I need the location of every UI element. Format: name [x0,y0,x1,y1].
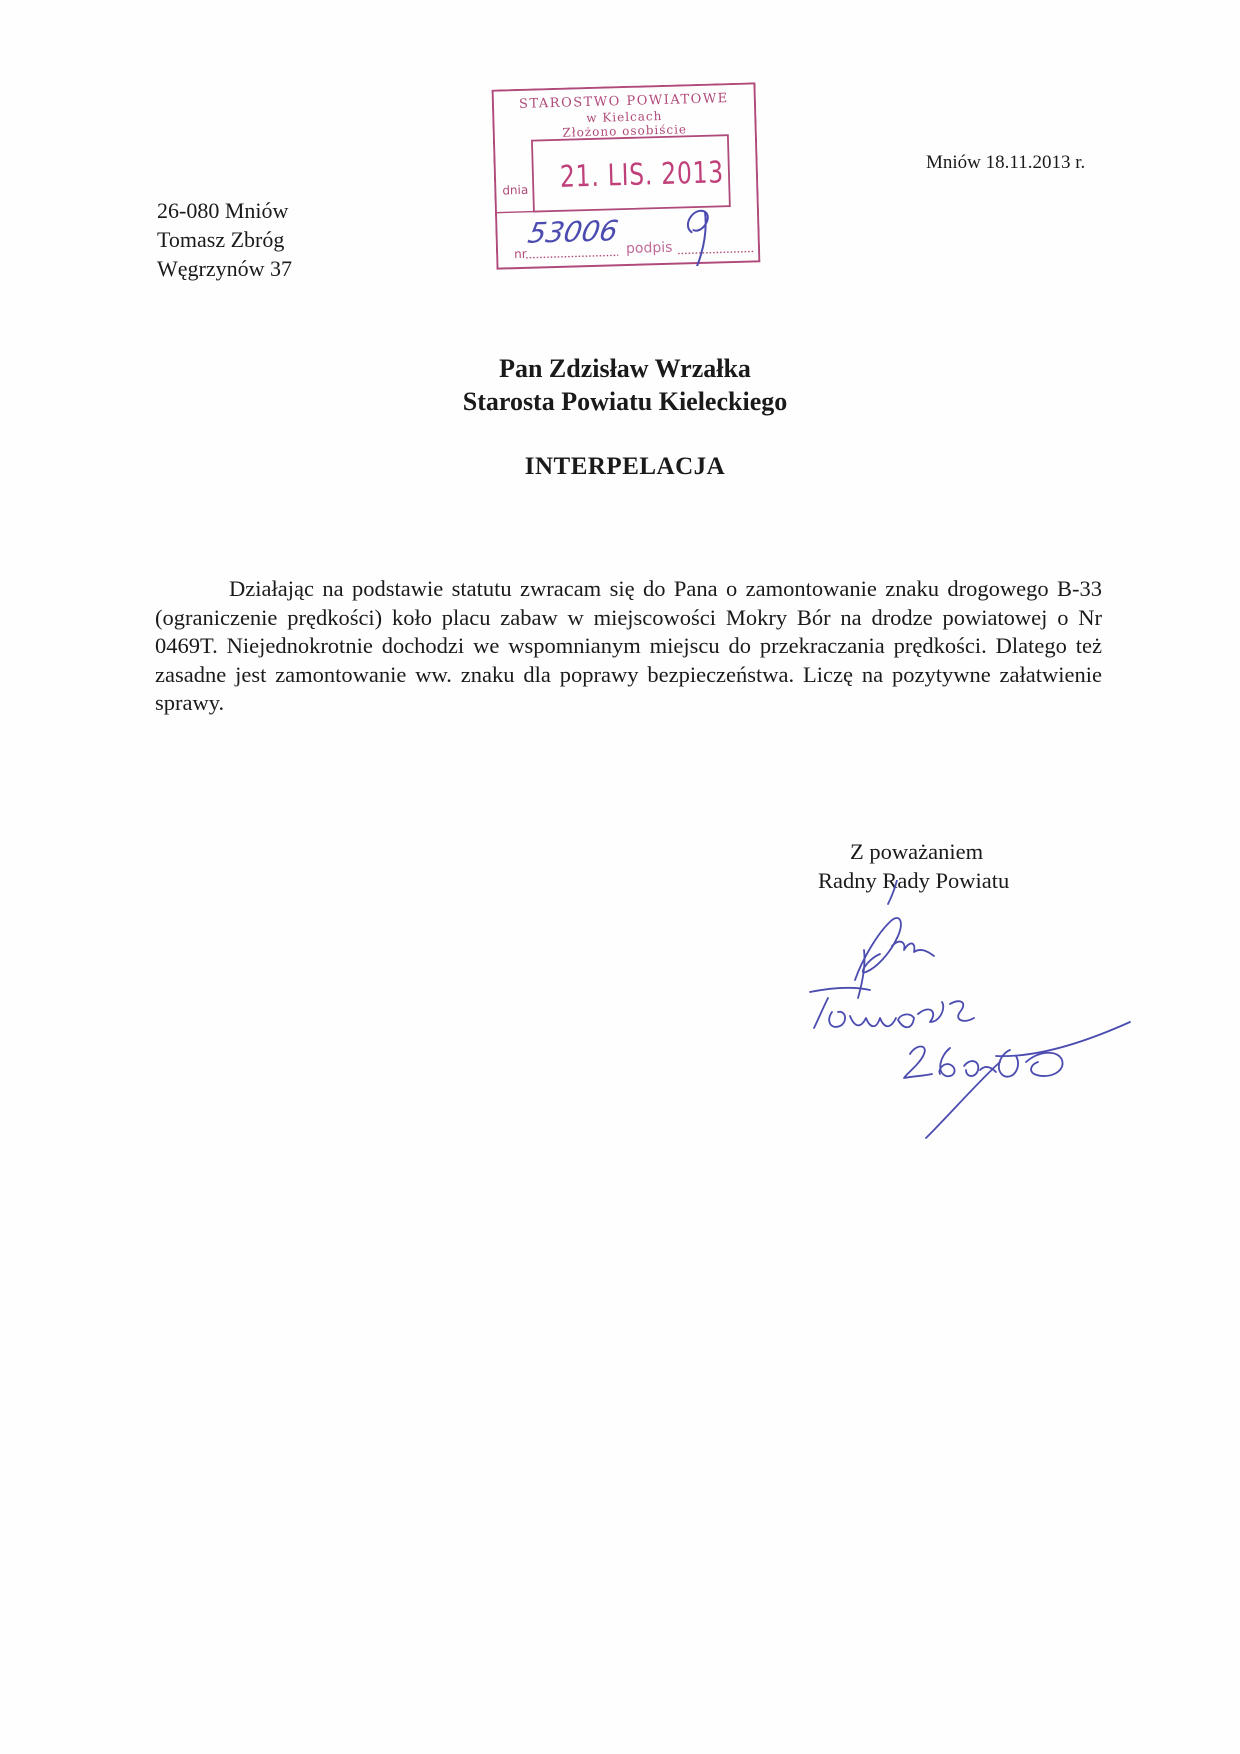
stamp-number-label: nr [513,246,527,262]
sender-address [157,196,292,283]
document-date: Mniów 18.11.2013 r. [926,152,1086,173]
stamp-delivery-note: Złożono osobiście [562,122,688,140]
addressee-block [0,352,1240,418]
letter-body: Działając na podstawie statutu zwracam się do Pana o zamontowanie znaku drogowego B-33 (ograniczenie prędkości) koło placu zabaw w miejscowości Mokry Bór na drodze powiatowej o Nr 0469T. Niejednokrotnie dochodzi we wspomnianym miejscu do przekraczania prędkości. Dlatego też zasadne jest zamontowanie ww. znaku dla poprawy bezpieczeństwa. Liczę na pozytywne załatwienie sprawy. [155,576,1102,715]
stamp-date-label: dnia [502,182,529,198]
stamp-signature-label: podpis [625,239,673,258]
document-title: INTERPELACJA [524,453,726,480]
stamp-city: w Kielcach [586,108,663,126]
sender-name: Tomasz Zbróg [157,227,285,252]
addressee-name: Pan Zdzisław Wrzałka [499,354,751,383]
stamp-received-date: 21. LIS. 2013 [559,155,725,195]
closing-salutation: Z poważaniem [850,839,984,864]
sender-street: Węgrzynów 37 [157,256,293,281]
sender-postal-line: 26-080 Mniów [157,198,289,223]
registration-stamp [492,82,761,271]
addressee-position: Starosta Powiatu Kieleckiego [462,387,788,416]
stamp-registration-number: 53006 [525,214,621,250]
closing-role: Radny Rady Powiatu [818,868,1010,893]
handwritten-signature [800,880,1160,1150]
stamp-office-name: STAROSTWO POWIATOWE [518,91,729,112]
